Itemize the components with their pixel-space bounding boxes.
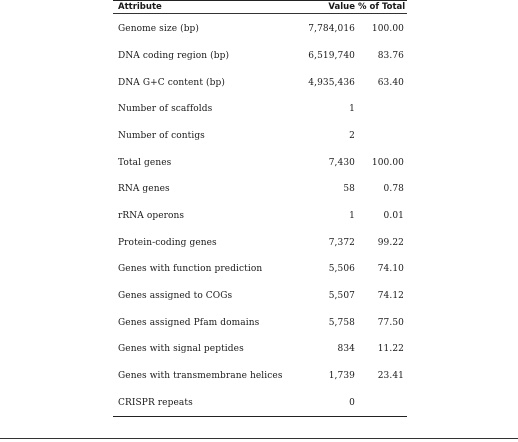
genome-statistics-table bbox=[113, 0, 407, 417]
table-row bbox=[113, 336, 407, 363]
table-row bbox=[113, 176, 407, 203]
row-percent bbox=[358, 389, 407, 416]
row-percent: 77.50 bbox=[377, 317, 404, 328]
row-percent: 0.01 bbox=[383, 210, 404, 221]
row-attribute: DNA G+C content (bp) bbox=[118, 77, 225, 88]
row-attribute: rRNA operons bbox=[118, 210, 185, 221]
row-percent: 100.00 bbox=[371, 24, 404, 35]
header-row bbox=[113, 1, 407, 14]
header-percent: % of Total bbox=[358, 2, 406, 12]
row-attribute: CRISPR repeats bbox=[113, 389, 286, 416]
row-attribute: RNA genes bbox=[118, 184, 170, 195]
row-attribute: Genes with signal peptides bbox=[118, 344, 244, 355]
row-percent: 100.00 bbox=[371, 157, 404, 168]
table-row bbox=[113, 389, 407, 416]
row-value: 5,507 bbox=[328, 290, 355, 301]
row-value: 0 bbox=[286, 389, 358, 416]
row-value: 7,784,016 bbox=[308, 24, 355, 35]
row-percent: 23.41 bbox=[377, 370, 404, 381]
genome-statistics-table-container bbox=[113, 0, 407, 417]
row-value: 834 bbox=[337, 344, 355, 355]
header-value: Value bbox=[286, 1, 358, 14]
table-row bbox=[113, 96, 407, 123]
row-attribute: Number of scaffolds bbox=[118, 104, 213, 115]
row-value: 1 bbox=[349, 210, 355, 221]
row-value: 7,372 bbox=[328, 237, 355, 248]
table-row bbox=[113, 283, 407, 310]
row-percent: 74.12 bbox=[377, 290, 404, 301]
row-attribute: Number of contigs bbox=[118, 130, 205, 141]
table-row bbox=[113, 14, 407, 43]
row-attribute: Total genes bbox=[118, 157, 172, 168]
page-bottom-divider bbox=[0, 438, 518, 439]
table-row bbox=[113, 43, 407, 70]
row-value: 1 bbox=[349, 104, 355, 115]
row-percent: 99.22 bbox=[377, 237, 404, 248]
row-attribute: DNA coding region (bp) bbox=[118, 50, 230, 61]
row-value: 4,935,436 bbox=[308, 77, 355, 88]
row-percent: 63.40 bbox=[377, 77, 404, 88]
row-value: 5,506 bbox=[328, 264, 355, 275]
row-percent bbox=[358, 96, 407, 123]
header-attribute: Attribute bbox=[113, 1, 286, 14]
table-row bbox=[113, 123, 407, 150]
row-percent: 11.22 bbox=[377, 344, 404, 355]
table-row bbox=[113, 363, 407, 390]
table-row bbox=[113, 149, 407, 176]
table-body bbox=[113, 14, 407, 417]
table-row bbox=[113, 69, 407, 96]
row-percent bbox=[358, 123, 407, 150]
row-value: 6,519,740 bbox=[308, 50, 355, 61]
table-row bbox=[113, 229, 407, 256]
row-percent: 74.10 bbox=[377, 264, 404, 275]
row-value: 58 bbox=[343, 184, 355, 195]
row-value: 1,739 bbox=[328, 370, 355, 381]
row-attribute: Genes with transmembrane helices bbox=[118, 370, 283, 381]
table-row bbox=[113, 309, 407, 336]
row-attribute: Genome size (bp) bbox=[118, 24, 200, 35]
row-value: 7,430 bbox=[328, 157, 355, 168]
table-row bbox=[113, 203, 407, 230]
row-attribute: Genes with function prediction bbox=[118, 264, 263, 275]
row-value: 2 bbox=[349, 130, 355, 141]
row-percent: 0.78 bbox=[383, 184, 404, 195]
table-row bbox=[113, 256, 407, 283]
row-attribute: Genes assigned to COGs bbox=[118, 290, 233, 301]
row-percent: 83.76 bbox=[377, 50, 404, 61]
table-header bbox=[113, 1, 407, 14]
row-attribute: Protein-coding genes bbox=[118, 237, 217, 248]
row-attribute: Genes assigned Pfam domains bbox=[118, 317, 260, 328]
row-value: 5,758 bbox=[328, 317, 355, 328]
